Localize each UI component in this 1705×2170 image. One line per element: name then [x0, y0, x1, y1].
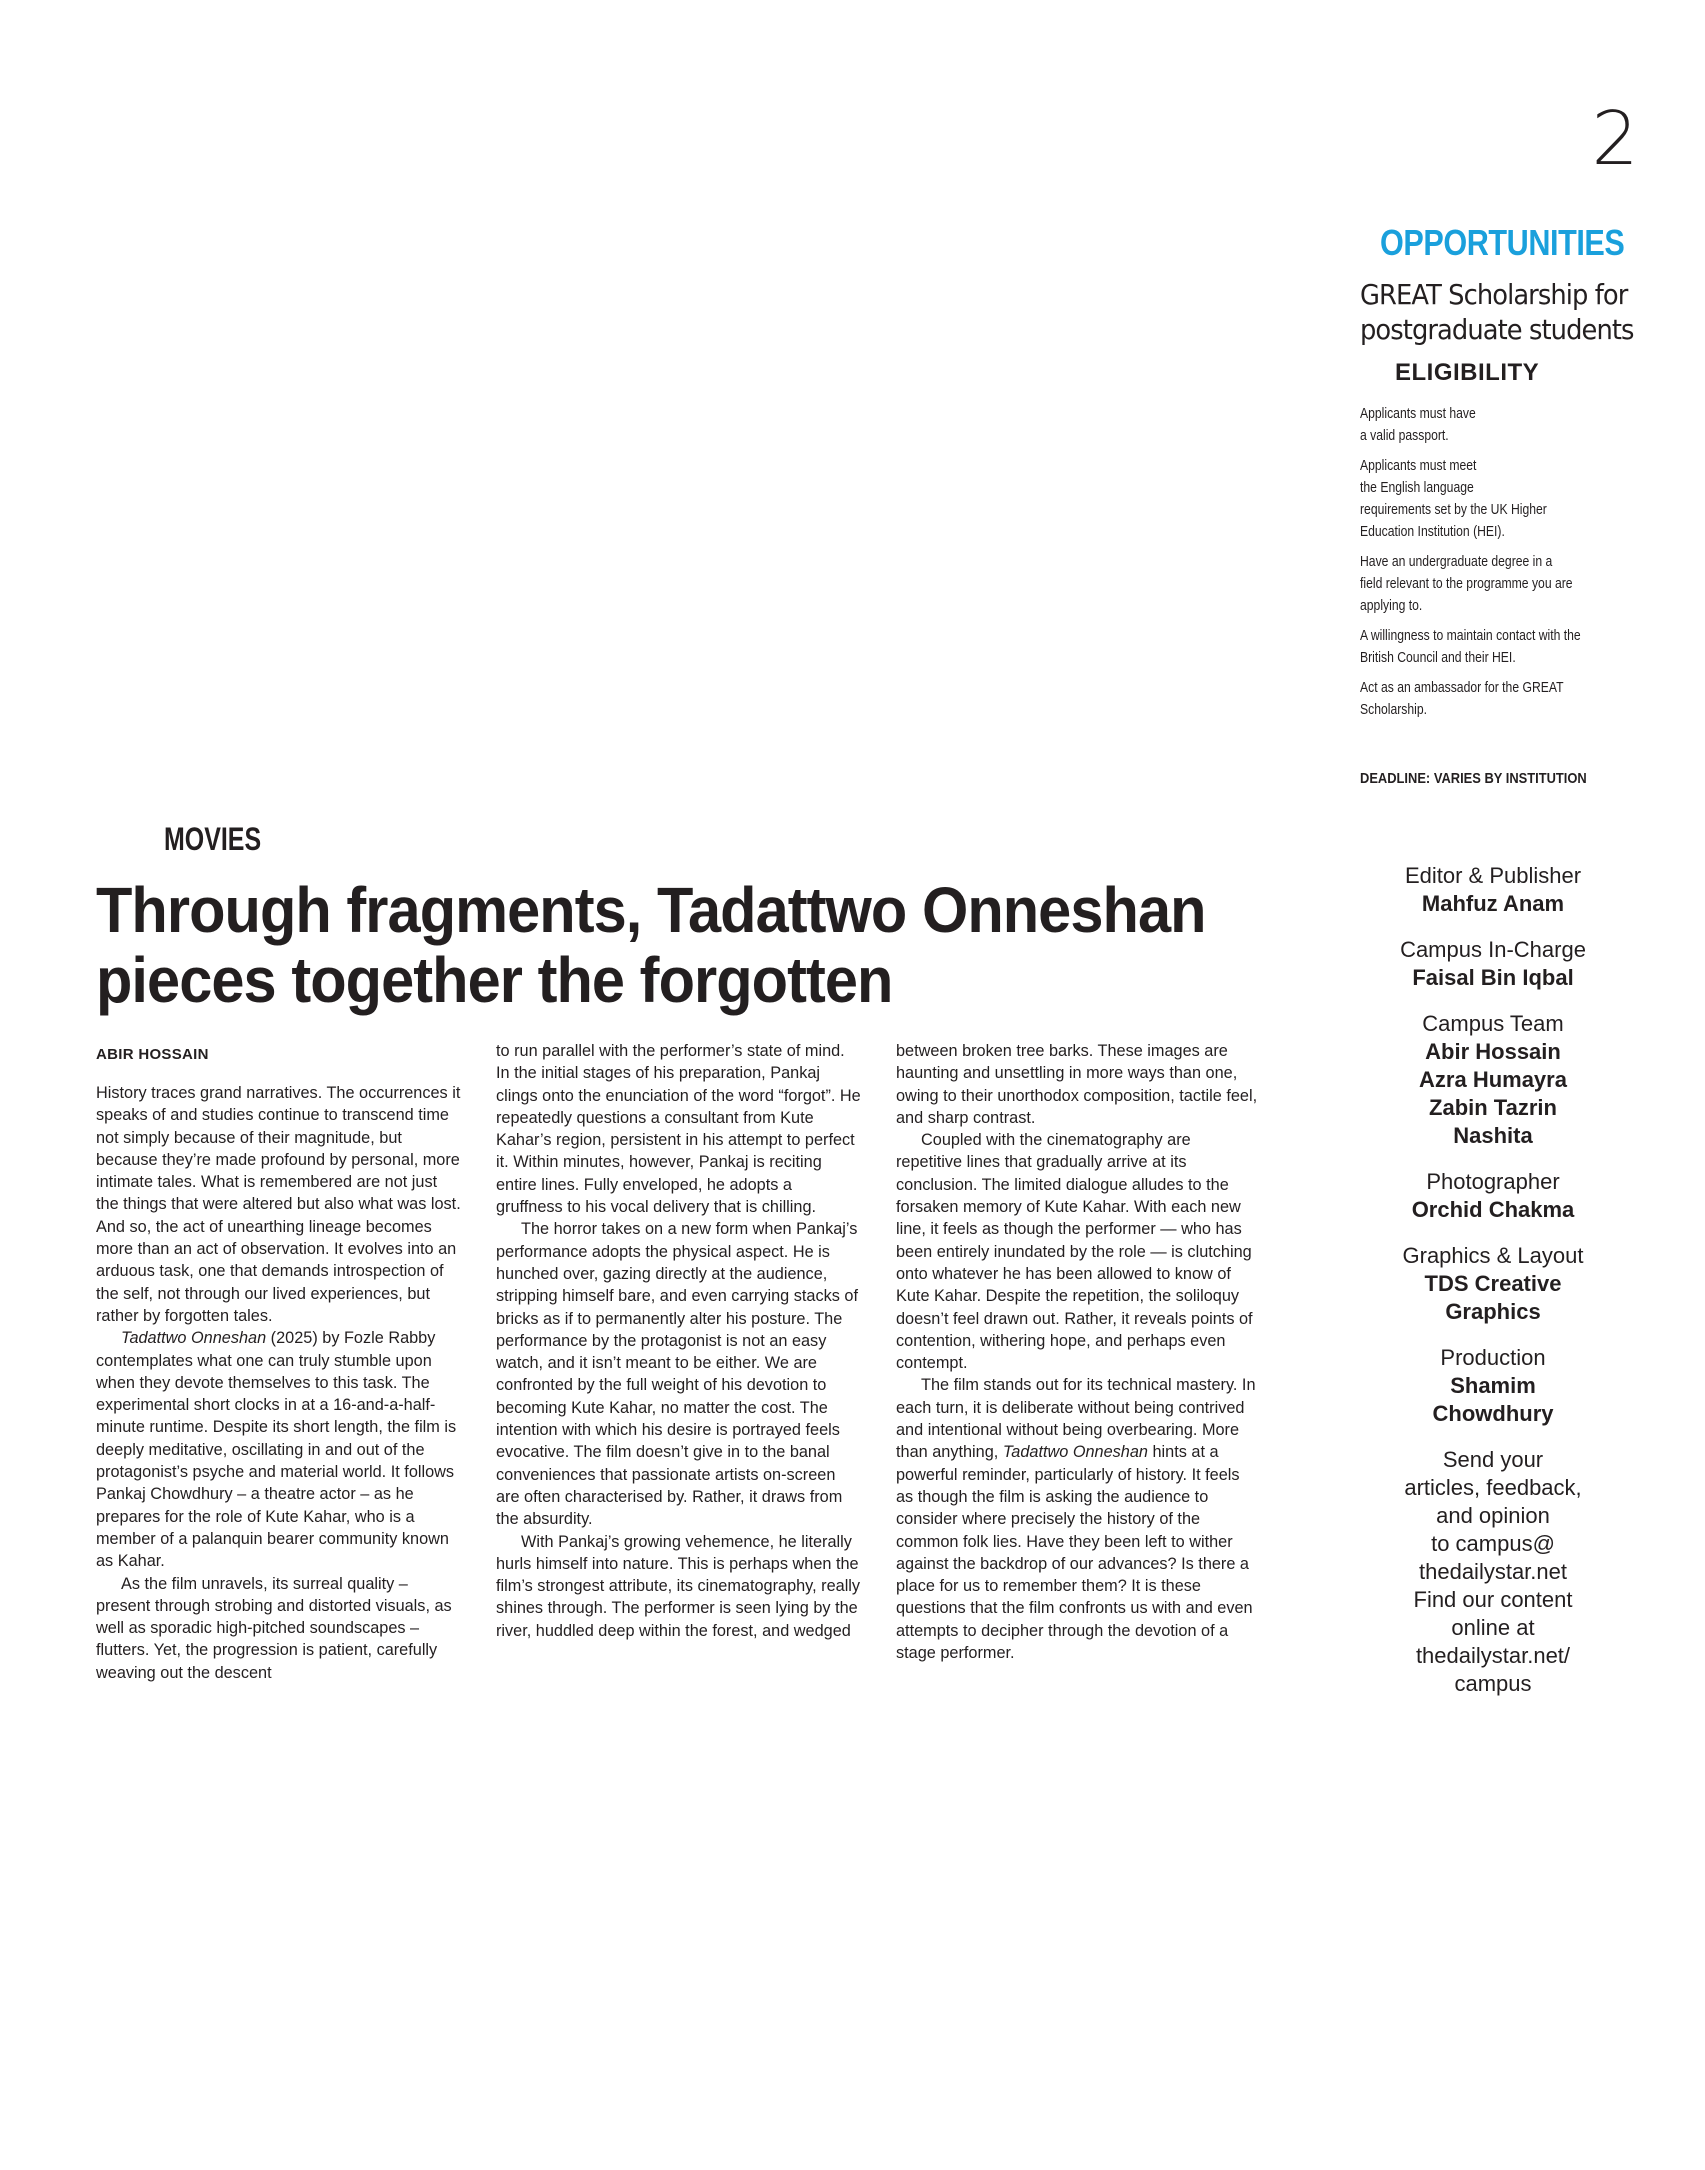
credit-name: Mahfuz Anam [1421, 891, 1565, 916]
headline-line: pieces together the forgotten [96, 944, 893, 1016]
scholarship-title-line: GREAT Scholarship for [1360, 278, 1628, 311]
contact-line: campus [1454, 1671, 1532, 1696]
opportunities-heading: OPPORTUNITIES [1380, 222, 1625, 263]
staff-credits [1378, 862, 1608, 1698]
paragraph-text: hints at a powerful reminder, particularly of history. It feels as though the film is asking the audience to consider where precisely the history of the common folk lies. Have they been left to wither against the backdrop of our advances? Is there a place for us to remember them? It is these questions that the film confronts us with and even attempts to decipher through the devotion of a stage performer. [896, 1443, 1253, 1663]
contact-line: thedailystar.net/ [1415, 1643, 1571, 1668]
paragraph-text: (2025) by Fozle Rabby contemplates what one can truly stumble upon when they devote themselves to this task. The experimental short clocks in at a 16-and-a-half-minute runtime. Despite its short length, the film is deeply meditative, oscillating in and out of the protagonist’s psyche and material world. It follows Pankaj Chowdhury – a theatre actor – as he prepares for the role of Kute Kahar, who is a member of a palanquin bearer community known as Kahar. [96, 1329, 457, 1571]
paragraph [96, 1327, 461, 1572]
credit-name: Abir Hossain [1425, 1039, 1561, 1064]
section-label: MOVIES [164, 821, 262, 857]
credit-role: Production [1440, 1345, 1546, 1370]
contact-line: articles, feedback, [1404, 1475, 1582, 1500]
article-headline [96, 875, 1259, 1015]
film-title: Tadattwo Onneshan [1002, 1443, 1148, 1462]
credit-name: Graphics [1445, 1299, 1541, 1324]
contact-line: thedailystar.net [1419, 1559, 1567, 1584]
credit-graphics [1378, 1242, 1608, 1326]
contact-line: online at [1451, 1615, 1535, 1640]
credit-role: Graphics & Layout [1402, 1243, 1584, 1268]
scholarship-title-line: postgraduate students [1360, 313, 1634, 346]
credit-role: Campus In-Charge [1400, 937, 1586, 962]
scholarship-title [1360, 277, 1636, 347]
eligibility-item: Have an undergraduate degree in a field relevant to the programme you are applying to. [1360, 554, 1573, 614]
page-number: 2 [1591, 96, 1639, 182]
credit-name: Shamim [1450, 1373, 1536, 1398]
opportunities-box [1360, 222, 1660, 729]
credit-editor [1378, 862, 1608, 918]
credit-role: Editor & Publisher [1404, 863, 1582, 888]
contact-line: Send your [1442, 1447, 1544, 1472]
paragraph [896, 1374, 1261, 1664]
paragraph-text: The film stands out for its technical mastery. In each turn, it is deliberate without being contrived and intentional without being overbearing. More than anything, [896, 1376, 1256, 1462]
credit-name: Nashita [1453, 1123, 1533, 1148]
paragraph: History traces grand narratives. The occurrences it speaks of and studies continue to transcend time not simply because of their magnitude, but because they’re made profound by personal, more intimate tales. What is remembered are not just the things that were altered but also what was lost. And so, the act of unearthing lineage becomes more than an act of observation. It evolves into an arduous task, one that demands introspection of the self, not through our lived experiences, but rather by forgotten tales. [96, 1084, 461, 1325]
paragraph: between broken tree barks. These images are haunting and unsettling in more ways than one, owing to their unorthodox composition, tactile feel, and sharp contrast. [896, 1042, 1258, 1127]
paragraph: As the film unravels, its surreal quality – present through strobing and distorted visuals, as well as sporadic high-pitched soundscapes – flutters. Yet, the progression is patient, carefully weaving out the descent [96, 1574, 452, 1682]
film-title: Tadattwo Onneshan [121, 1329, 267, 1348]
paragraph: The horror takes on a new form when Pankaj’s performance adopts the physical aspect. He is hunched over, gazing directly at the audience, stripping himself bare, and even carrying stacks of bricks as if to permanently alter his posture. The performance by the protagonist is not an easy watch, and it isn’t meant to be either. We are confronted by the full weight of his devotion to becoming Kute Kahar, no matter the cost. The intention with which his desire is portrayed feels evocative. The film doesn’t give in to the banal conveniences that passionate artists on-screen are often characterised by. Rather, it draws from the absurdity. [496, 1220, 858, 1529]
credit-name: TDS Creative [1424, 1271, 1562, 1296]
deadline: DEADLINE: VARIES BY INSTITUTION [1360, 770, 1587, 787]
credit-name: Chowdhury [1432, 1401, 1554, 1426]
credit-name: Azra Humayra [1419, 1067, 1567, 1092]
paragraph: With Pankaj’s growing vehemence, he literally hurls himself into nature. This is perhaps when the film’s strongest attribute, its cinematography, really shines through. The performer is seen lying by the river, huddled deep within the forest, and wedged [496, 1532, 861, 1640]
credit-name: Zabin Tazrin [1429, 1095, 1557, 1120]
eligibility-heading: ELIGIBILITY [1395, 359, 1540, 386]
article-column-2 [496, 1040, 861, 1642]
credit-name: Orchid Chakma [1411, 1197, 1575, 1222]
eligibility-item: A willingness to maintain contact with the British Council and their HEI. [1360, 628, 1581, 666]
paragraph: Coupled with the cinematography are repetitive lines that gradually arrive at its conclusion. The limited dialogue alludes to the forsaken memory of Kute Kahar. With each new line, it feels as though the performer — who has been entirely inundated by the role — is clutching onto whatever he has been allowed to know of Kute Kahar. Despite the repetition, the soliloquy doesn’t feel drawn out. Rather, it reveals points of contention, withering hope, and perhaps even contempt. [896, 1131, 1253, 1373]
byline: ABIR HOSSAIN [96, 1046, 209, 1063]
paragraph: to run parallel with the performer’s state of mind. In the initial stages of his preparation, Pankaj clings onto the enunciation of the word “forgot”. He repeatedly questions a consultant from Kute Kahar’s region, persistent in his attempt to perfect it. Within minutes, however, Pankaj is reciting entire lines. Fully enveloped, he adopts a gruffness to his vocal delivery that is chilling. [496, 1042, 861, 1217]
credit-photographer [1378, 1168, 1608, 1224]
credit-role: Campus Team [1422, 1011, 1564, 1036]
contact-info [1378, 1446, 1608, 1698]
contact-line: to campus@ [1431, 1531, 1555, 1556]
eligibility-item: Act as an ambassador for the GREAT Scholarship. [1360, 680, 1564, 718]
credit-role: Photographer [1426, 1169, 1560, 1194]
credit-production [1378, 1344, 1608, 1428]
article-column-3 [896, 1040, 1261, 1664]
headline-line: Through fragments, Tadattwo Onneshan [96, 874, 1206, 946]
credit-team [1378, 1010, 1608, 1150]
contact-line: Find our content [1413, 1587, 1573, 1612]
contact-line: and opinion [1436, 1503, 1550, 1528]
article-column-1 [96, 1082, 461, 1684]
eligibility-list [1360, 403, 1660, 721]
credit-in-charge [1378, 936, 1608, 992]
eligibility-item: Applicants must meet the English language requirements set by the UK Higher Education Institution (HEI). [1360, 458, 1547, 540]
eligibility-item: Applicants must have a valid passport. [1360, 406, 1476, 444]
credit-name: Faisal Bin Iqbal [1412, 965, 1574, 990]
